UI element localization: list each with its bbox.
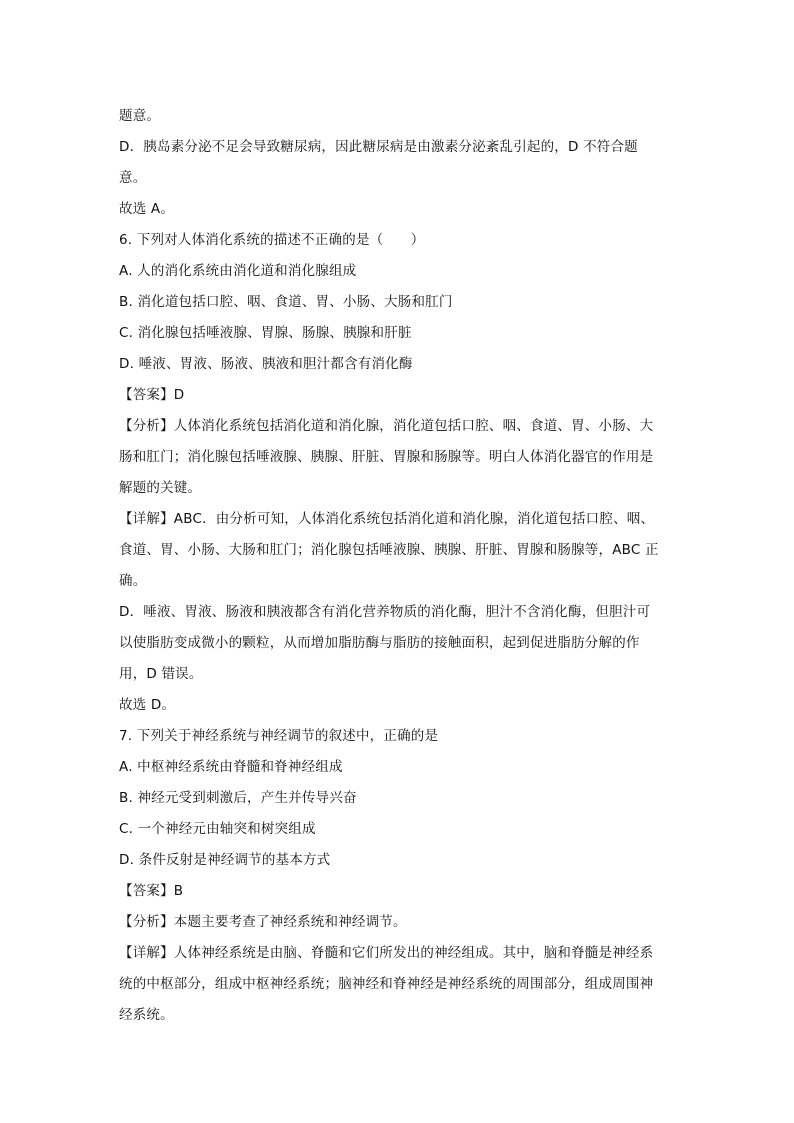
question-7-option-d: D. 条件反射是神经调节的基本方式 <box>119 852 331 868</box>
question-6-explanation: 确。 <box>119 573 147 589</box>
question-7-explanation: 经系统。 <box>119 1007 174 1023</box>
question-6-explanation: 用，D 错误。 <box>119 666 203 682</box>
question-6-explanation: D．唾液、胃液、肠液和胰液都含有消化营养物质的消化酶，胆汁不含消化酶，但胆汁可 <box>119 604 651 620</box>
question-7-option-c: C. 一个神经元由轴突和树突组成 <box>119 821 316 837</box>
question-7-explanation: 统的中枢部分，组成中枢神经系统；脑神经和脊神经是神经系统的周围部分，组成周围神 <box>119 976 654 992</box>
question-6-conclusion: 故选 D。 <box>119 697 176 713</box>
question-7-answer: 【答案】B <box>119 883 184 899</box>
text-line: 故选 A。 <box>119 201 175 217</box>
question-7-analysis: 【分析】本题主要考查了神经系统和神经调节。 <box>119 914 407 930</box>
document-body <box>119 101 679 1031</box>
text-line: D．胰岛素分泌不足会导致糖尿病，因此糖尿病是由激素分泌紊乱引起的，D 不符合题 <box>119 139 638 155</box>
question-6-explanation: 【详解】ABC．由分析可知，人体消化系统包括消化道和消化腺，消化道包括口腔、咽、 <box>119 511 655 527</box>
text-line: 题意。 <box>119 108 161 124</box>
question-7-option-a: A. 中枢神经系统由脊髓和脊神经组成 <box>119 759 343 775</box>
question-6-option-b: B. 消化道包括口腔、咽、食道、胃、小肠、大肠和肛门 <box>119 294 453 310</box>
question-6-analysis: 解题的关键。 <box>119 480 202 496</box>
question-6-analysis: 【分析】人体消化系统包括消化道和消化腺，消化道包括口腔、咽、食道、胃、小肠、大 <box>119 418 654 434</box>
question-6-analysis: 肠和肛门；消化腺包括唾液腺、胰腺、肝脏、胃腺和肠腺等。明白人体消化器官的作用是 <box>119 449 654 465</box>
question-7-explanation: 【详解】人体神经系统是由脑、脊髓和它们所发出的神经组成。其中，脑和脊髓是神经系 <box>119 945 654 961</box>
question-7-option-b: B. 神经元受到刺激后，产生并传导兴奋 <box>119 790 357 806</box>
question-6-option-d: D. 唾液、胃液、肠液、胰液和胆汁都含有消化酶 <box>119 356 413 372</box>
text-line: 意。 <box>119 170 147 186</box>
question-6-option-c: C. 消化腺包括唾液腺、胃腺、肠腺、胰腺和肝脏 <box>119 325 412 341</box>
question-6-option-a: A. 人的消化系统由消化道和消化腺组成 <box>119 263 357 279</box>
question-6-explanation: 食道、胃、小肠、大肠和肛门；消化腺包括唾液腺、胰腺、肝脏、胃腺和肠腺等，ABC 正 <box>119 542 659 558</box>
question-6-answer: 【答案】D <box>119 387 185 403</box>
question-6-stem: 6. 下列对人体消化系统的描述不正确的是（ ） <box>119 232 425 248</box>
question-7-stem: 7. 下列关于神经系统与神经调节的叙述中，正确的是 <box>119 728 439 744</box>
question-6-explanation: 以使脂肪变成微小的颗粒，从而增加脂肪酶与脂肪的接触面积，起到促进脂肪分解的作 <box>119 635 640 651</box>
